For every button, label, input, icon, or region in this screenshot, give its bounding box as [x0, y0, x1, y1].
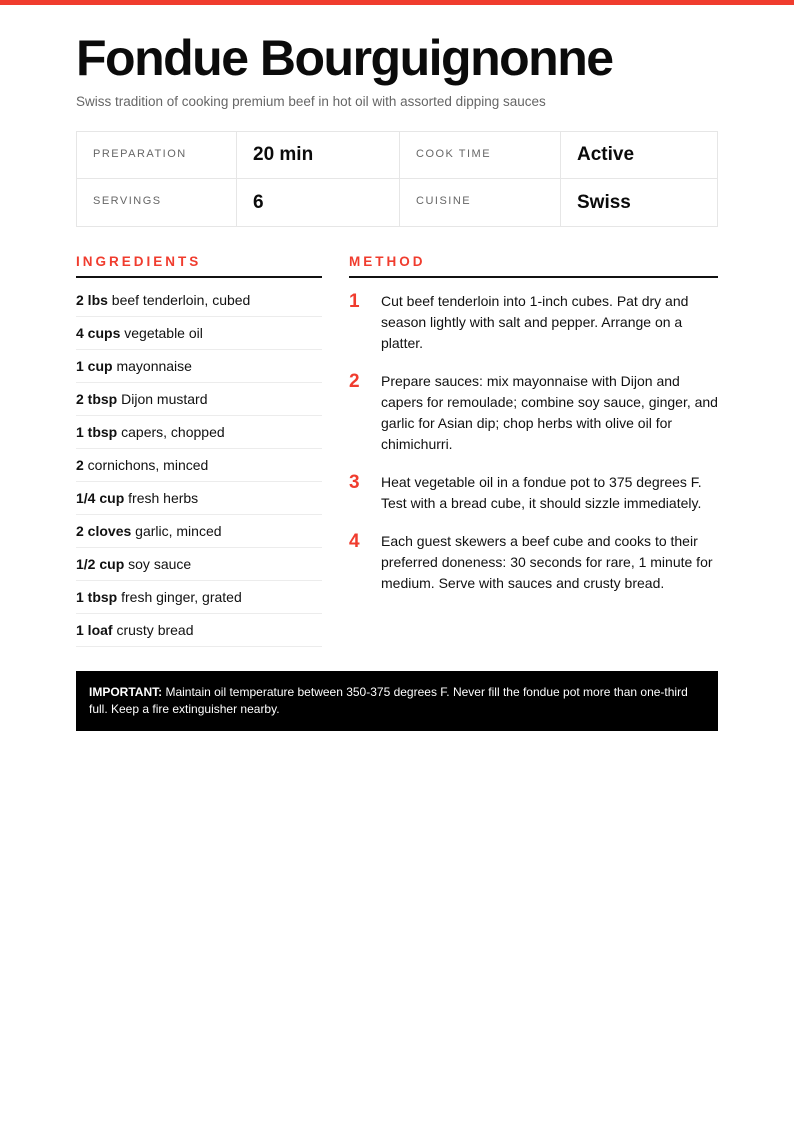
cuisine-label: CUISINE — [400, 179, 561, 226]
ingredient-item — [76, 482, 322, 515]
ingredient-quantity: 2 lbs — [76, 292, 108, 308]
ingredients-section — [76, 254, 322, 647]
recipe-page — [76, 30, 718, 731]
recipe-columns — [76, 254, 718, 647]
ingredient-item — [76, 383, 322, 416]
ingredient-text: fresh herbs — [124, 490, 199, 506]
ingredient-text: beef tenderloin, cubed — [107, 292, 251, 308]
ingredient-text: mayonnaise — [112, 358, 192, 374]
ingredient-text: capers, chopped — [117, 424, 225, 440]
ingredient-text: vegetable oil — [120, 325, 203, 341]
cook-time-value: Active — [561, 132, 717, 179]
ingredient-item — [76, 449, 322, 482]
servings-value: 6 — [237, 179, 400, 226]
step-text: Prepare sauces: mix mayonnaise with Dijon and capers for remoulade; combine soy sauce, ginger, and garlic for Asian dip; chop herbs with olive oil for chimichurri. — [381, 373, 718, 452]
method-section — [349, 254, 718, 647]
ingredient-quantity: 2 cloves — [76, 523, 132, 539]
ingredient-item — [76, 350, 322, 383]
ingredient-quantity: 4 cups — [76, 325, 121, 341]
ingredient-quantity: 1/4 cup — [76, 490, 125, 506]
ingredient-quantity: 1 cup — [76, 358, 113, 374]
ingredient-quantity: 1/2 cup — [76, 556, 125, 572]
safety-warning-box — [76, 671, 718, 731]
method-heading: METHOD — [349, 254, 718, 278]
recipe-title: Fondue Bourguignonne — [76, 30, 613, 86]
warning-text: Maintain oil temperature between 350-375 degrees F. Never fill the fondue pot more than one-third full. Keep a fire extinguisher nearby. — [89, 685, 688, 716]
ingredient-item — [76, 317, 322, 350]
ingredient-text: crusty bread — [112, 622, 194, 638]
ingredients-heading: INGREDIENTS — [76, 254, 322, 278]
ingredient-text: cornichons, minced — [83, 457, 209, 473]
ingredient-text: garlic, minced — [131, 523, 222, 539]
preparation-label: PREPARATION — [77, 132, 237, 179]
ingredient-item — [76, 548, 322, 581]
ingredient-quantity: 2 — [76, 457, 84, 473]
method-step — [349, 291, 718, 354]
ingredient-text: soy sauce — [124, 556, 192, 572]
ingredient-quantity: 1 tbsp — [76, 589, 118, 605]
ingredient-quantity: 1 tbsp — [76, 424, 118, 440]
warning-label: IMPORTANT: — [89, 685, 163, 699]
step-text: Each guest skewers a beef cube and cooks to their preferred doneness: 30 seconds for rare, 1 minute for medium. Serve with sauces and crusty bread. — [381, 533, 713, 591]
step-number: 2 — [349, 371, 360, 392]
step-text: Cut beef tenderloin into 1-inch cubes. Pat dry and season lightly with salt and pepper. Arrange on a platter. — [381, 293, 689, 351]
ingredient-item — [76, 416, 322, 449]
step-text: Heat vegetable oil in a fondue pot to 375 degrees F. Test with a bread cube, it should sizzle immediately. — [381, 474, 702, 511]
ingredient-text: fresh ginger, grated — [117, 589, 242, 605]
ingredient-item — [76, 614, 322, 647]
step-number: 1 — [349, 291, 360, 312]
step-number: 3 — [349, 472, 360, 493]
ingredient-item — [76, 581, 322, 614]
method-steps — [349, 291, 718, 594]
ingredient-quantity: 2 tbsp — [76, 391, 118, 407]
ingredient-item — [76, 515, 322, 548]
top-accent-bar — [0, 0, 794, 5]
ingredient-text: Dijon mustard — [117, 391, 208, 407]
servings-label: SERVINGS — [77, 179, 237, 226]
method-step — [349, 531, 718, 594]
ingredients-list — [76, 284, 322, 647]
recipe-subtitle: Swiss tradition of cooking premium beef in hot oil with assorted dipping sauces — [76, 94, 546, 109]
ingredient-quantity: 1 loaf — [76, 622, 113, 638]
cook-time-label: COOK TIME — [400, 132, 561, 179]
method-step — [349, 472, 718, 514]
recipe-meta-table — [76, 131, 718, 227]
ingredient-item — [76, 284, 322, 317]
cuisine-value: Swiss — [577, 191, 631, 213]
method-step — [349, 371, 718, 455]
preparation-value: 20 min — [237, 132, 400, 179]
step-number: 4 — [349, 531, 360, 552]
